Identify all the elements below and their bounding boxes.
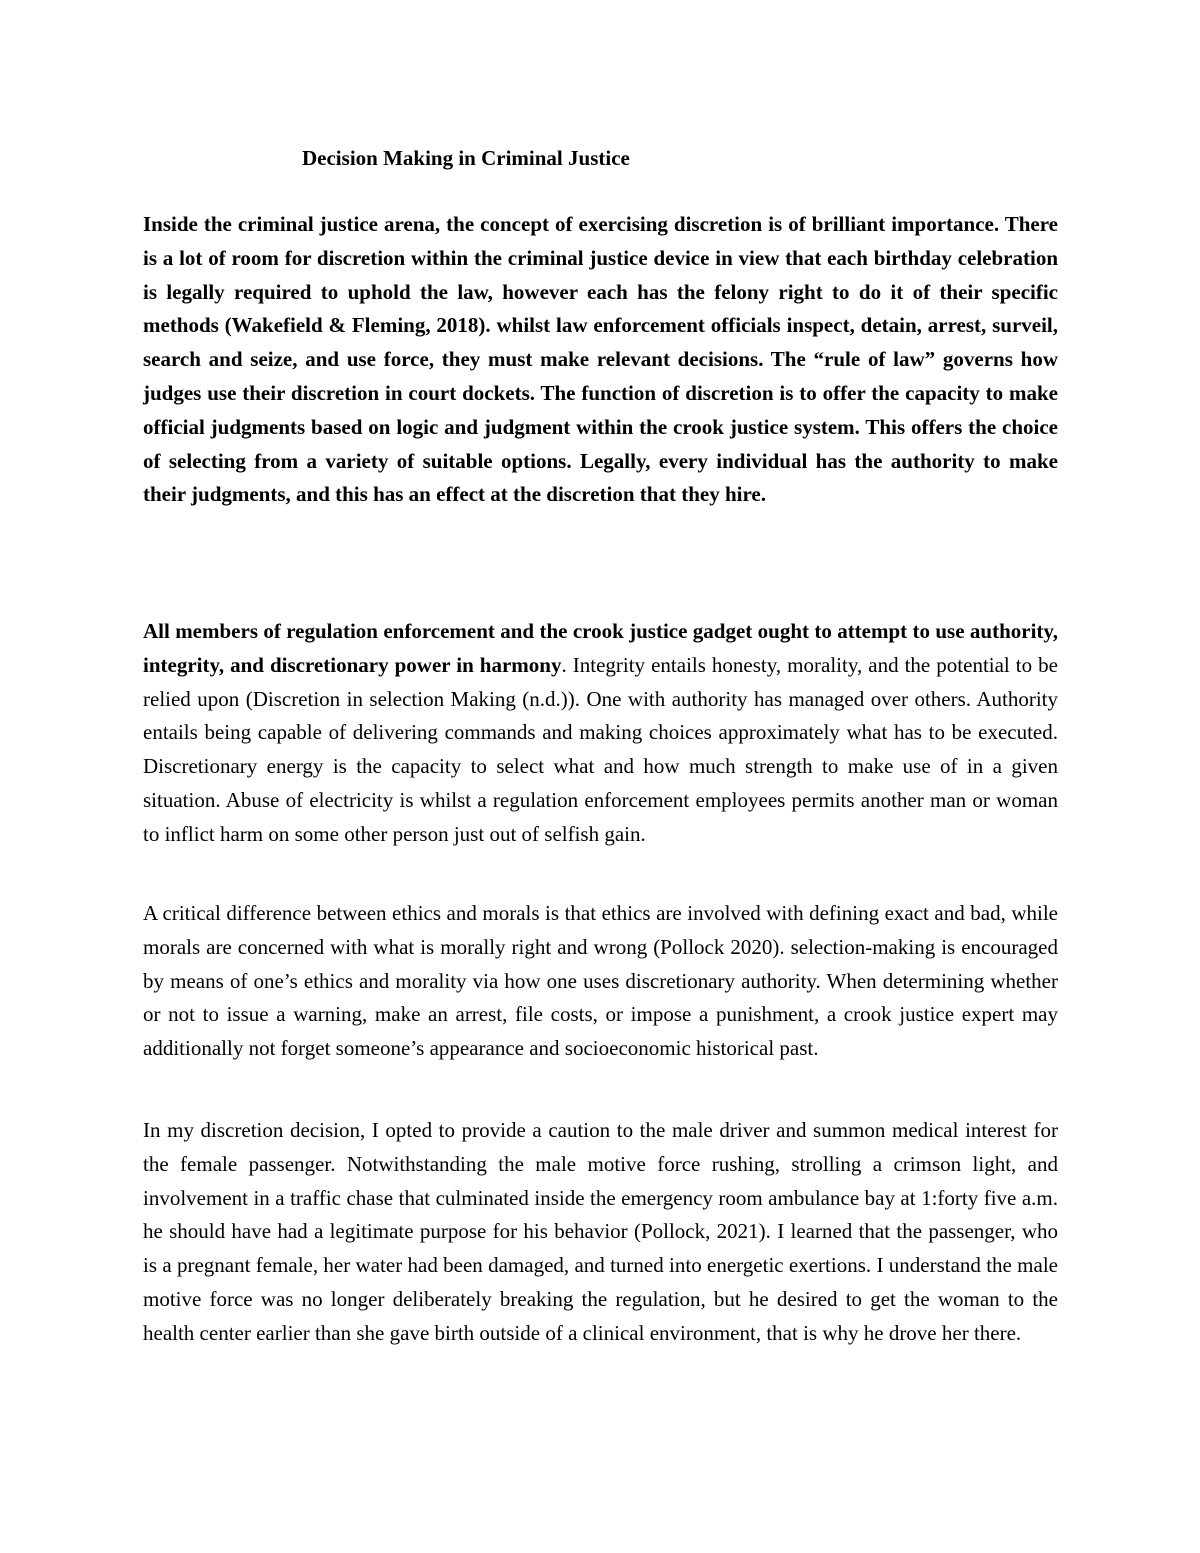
paragraph-1: Inside the criminal justice arena, the concept of exercising discretion is of brilliant importance. There is a lot of room for discretion within the criminal justice device in view that each birthday celebration is legally required to uphold the law, however each has the felony right to do it of their specific methods (Wakefield & Fleming, 2018). whilst law enforcement officials inspect, detain, arrest, surveil, search and seize, and use force, they must make relevant decisions. The “rule of law” governs how judges use their discretion in court dockets. The function of discretion is to offer the capacity to make official judgments based on logic and judgment within the crook justice system. This offers the choice of selecting from a variety of suitable options. Legally, every individual has the authority to make their judgments, and this has an effect at the discretion that they hire. [143,212,1058,507]
paragraph-3: A critical difference between ethics and morals is that ethics are involved with defining exact and bad, while morals are concerned with what is morally right and wrong (Pollock 2020). selection-making is encouraged by means of one’s ethics and morality via how one uses discretionary authority. When determining whether or not to issue a warning, make an arrest, file costs, or impose a punishment, a crook justice expert may additionally not forget someone’s appearance and socioeconomic historical past. [143,901,1058,1061]
paragraph-4: In my discretion decision, I opted to provide a caution to the male driver and summon medical interest for the female passenger. Notwithstanding the male motive force rushing, strolling a crimson light, and involvement in a traffic chase that culminated inside the emergency room ambulance bay at 1:forty five a.m. he should have had a legitimate purpose for his behavior (Pollock, 2021). I learned that the passenger, who is a pregnant female, her water had been damaged, and turned into energetic exertions. I understand the male motive force was no longer deliberately breaking the regulation, but he desired to get the woman to the health center earlier than she gave birth outside of a clinical environment, that is why he drove her there. [143,1118,1058,1345]
document-title: Decision Making in Criminal Justice [302,146,630,170]
paragraph-2-body: . Integrity entails honesty, morality, and the potential to be relied upon (Discretion in selection Making (n.d.)). One with authority has managed over others. Authority entails being capable of delivering commands and making choices approximately what has to be executed. Discretionary energy is the capacity to select what and how much strength to make use of in a given situation. Abuse of electricity is whilst a regulation enforcement employees permits another man or woman to inflict harm on some other person just out of selfish gain. [143,652,1058,846]
paragraph-2 [143,615,1058,852]
paragraph-2-bold-lead: All members of regulation enforcement and the crook justice gadget ought to attempt to use authority, integrity, and discretionary power in harmony [143,619,1058,677]
